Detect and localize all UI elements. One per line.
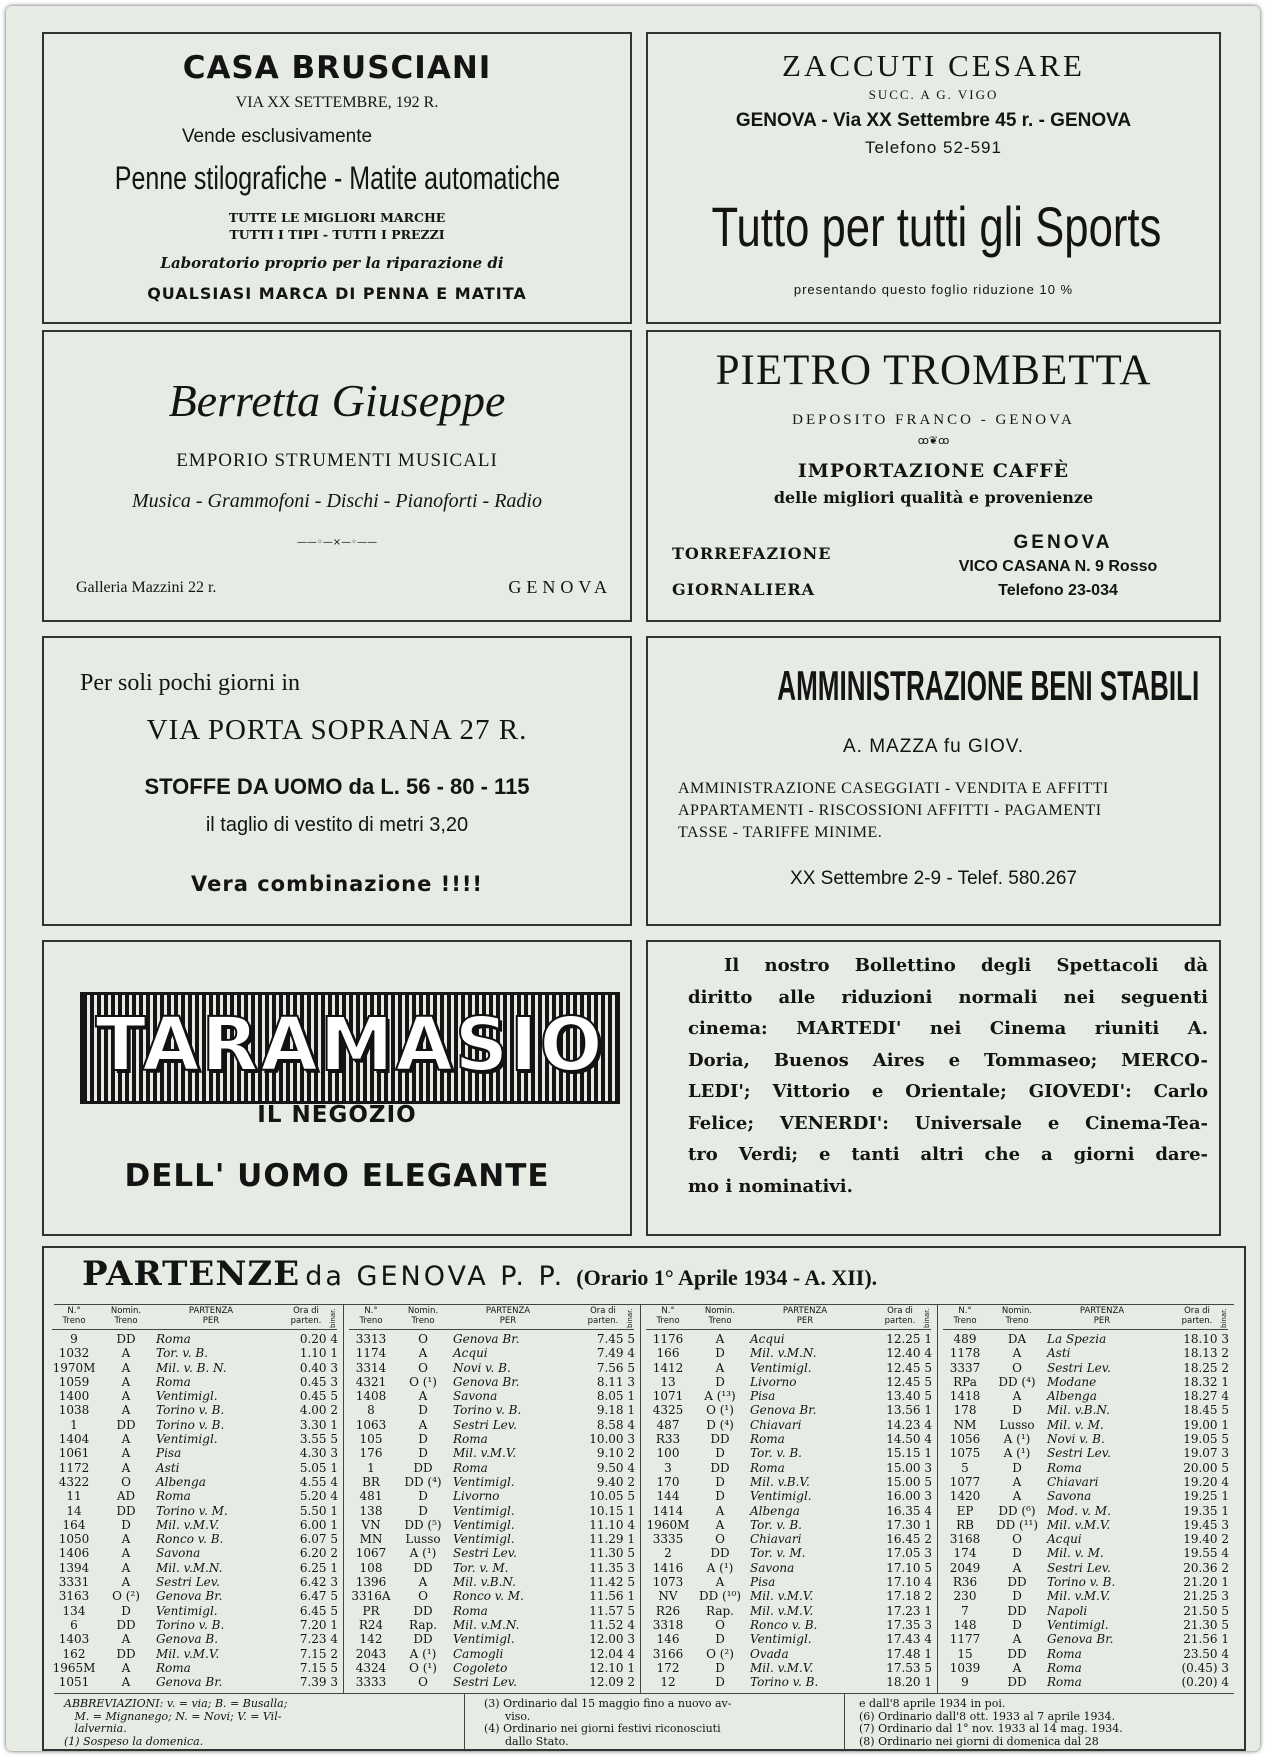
footnote-left: ABBREVIAZIONI: v. = via; B. = Busalla; M. = Mignanego; N. = Novi; V. = Vil- lalvernia. (1) Sospeso la domenica. [64, 1697, 288, 1748]
berretta-ornament: ——◦—×—◦—— [296, 537, 378, 548]
header-partenza: PARTENZA PER [485, 1306, 531, 1326]
bollettino-line: tro Verdi; e tanti altri che a giorni dare- [688, 1144, 1208, 1165]
trombetta-ornament: ꝏ❦ꝏ [917, 434, 950, 447]
timetable-partenze [42, 1246, 1246, 1751]
beni-desc2: APPARTAMENTI - RISCOSSIONI AFFITTI - PAGAMENTI [678, 802, 1102, 819]
header-binar: binar. [626, 1308, 634, 1328]
title-rule [54, 1304, 1234, 1305]
header-binar: binar. [923, 1308, 931, 1328]
header-rule [943, 1329, 1228, 1330]
timetable-col2-ora: 7.45 5 7.49 4 7.56 5 8.11 3 8.05 1 9.18 1 8.58 4 10.00 3 9.10 2 9.50 4 9.40 2 10.05 5 10.15 1 11.10 4 11.29 1 11.30 5 11.35 3 11.42 5 11.56 1 11.57 5 11.52 4 12.00 3 12.04 4 12.10 1 12.09 2 [589, 1332, 635, 1690]
header-rule [349, 1329, 634, 1330]
timetable-title-da: da GENOVA P. P. [305, 1261, 566, 1292]
header-binar: binar. [329, 1308, 337, 1328]
beni-desc3: TASSE - TARIFFE MINIME. [678, 824, 883, 841]
trombetta-name: PIETRO TROMBETTA [715, 347, 1152, 394]
trombetta-phone: Telefono 23-034 [998, 582, 1118, 599]
timetable-col1-ora: 0.20 4 1.10 1 0.40 3 0.45 3 0.45 5 4.00 2 3.30 1 3.55 5 4.30 3 5.05 1 4.55 4 5.20 4 5.50 1 6.00 1 6.07 5 6.20 2 6.25 1 6.42 3 6.47 5 6.45 5 7.20 1 7.23 4 7.15 2 7.15 5 7.39 3 [299, 1332, 338, 1690]
brusciani-line1: Vende esclusivamente [181, 126, 373, 147]
timetable-col4-ora: 18.10 3 18.13 2 18.25 2 18.32 1 18.27 4 18.45 5 19.00 1 19.05 5 19.07 3 20.00 5 19.20 4 19.25 1 19.35 1 19.45 3 19.40 2 19.55 4 20.36 2 21.20 1 21.25 3 21.50 5 21.30 5 21.56 1 23.50 4 (0.45) 3 (0.20) 4 [1181, 1332, 1229, 1690]
timetable-title-big: PARTENZE [82, 1254, 301, 1294]
footnote-middle: (3) Ordinario dal 15 maggio fino a nuovo av- viso. (4) Ordinario nei giorni festivi riconosciuti dallo Stato. [484, 1697, 732, 1748]
header-treno: N.° Treno [656, 1306, 680, 1326]
timetable-col4-per: La Spezia Asti Sestri Lev. Modane Albenga Mil. v.B.N. Mil. v. M. Novi v. B. Sestri Lev. Roma Chiavari Savona Mod. v. M. Mil. v.M.V. Acqui Mil. v. M. Sestri Lev. Torino v. B. Mil. v.M.V. Napoli Ventimigl. Genova Br. Roma Roma Roma [1047, 1332, 1116, 1690]
bollettino-line: Il nostro Bollettino degli Spettacoli dà [724, 955, 1208, 976]
timetable-title [82, 1254, 877, 1294]
header-rule [646, 1329, 931, 1330]
header-partenza: PARTENZA PER [1079, 1306, 1125, 1326]
trombetta-quality: delle migliori qualità e provenienze [773, 488, 1094, 507]
bollettino-text [688, 950, 1208, 1202]
header-nomin: Nomin. Treno [704, 1306, 736, 1326]
header-treno: N.° Treno [359, 1306, 383, 1326]
header-nomin: Nomin. Treno [407, 1306, 439, 1326]
brusciani-line4: TUTTI I TIPI - TUTTI I PREZZI [229, 227, 445, 242]
taramasio-line1: IL NEGOZIO [257, 1102, 417, 1128]
header-ora: Ora di parten. [1181, 1306, 1213, 1326]
berretta-address: Galleria Mazzini 22 r. [76, 579, 217, 596]
trombetta-torre2: GIORNALIERA [672, 580, 816, 599]
zaccuti-name: ZACCUTI CESARE [782, 48, 1085, 83]
taramasio-line2: DELL' UOMO ELEGANTE [124, 1158, 550, 1194]
ad-zaccuti-cesare [646, 32, 1221, 324]
stoffe-line4: il taglio di vestito di metri 3,20 [205, 814, 469, 836]
zaccuti-discount: presentando questo foglio riduzione 10 % [793, 282, 1074, 297]
ad-stoffe-da-uomo [42, 636, 632, 926]
timetable-col4-nom: DA A O DD (⁴) A D Lusso A (¹) A (¹) D A A DD (⁶) DD (¹¹) O D A DD D DD D A DD A DD [995, 1332, 1039, 1690]
trombetta-city: GENOVA [1013, 532, 1113, 553]
timetable-col3-ora: 12.25 1 12.40 4 12.45 5 12.45 5 13.40 5 13.56 1 14.23 4 14.50 4 15.15 1 15.00 3 15.00 5 16.00 3 16.35 4 17.30 1 16.45 2 17.05 3 17.10 5 17.10 4 17.18 2 17.23 1 17.35 3 17.43 4 17.48 1 17.53 5 18.20 1 [886, 1332, 932, 1690]
bollettino-line: mo i nominativi. [688, 1175, 853, 1197]
header-rule [52, 1329, 337, 1330]
brusciani-name: CASA BRUSCIANI [182, 50, 492, 86]
beni-desc1: AMMINISTRAZIONE CASEGGIATI - VENDITA E AFFITTI [678, 780, 1109, 797]
beni-address: XX Settembre 2-9 - Telef. 580.267 [790, 868, 1077, 889]
bollettino-notice [646, 940, 1221, 1236]
column-separator [343, 1305, 344, 1693]
trombetta-torre1: TORREFAZIONE [672, 544, 832, 563]
beni-name: AMMINISTRAZIONE BENI STABILI [777, 662, 1200, 709]
ad-beni-stabili [646, 636, 1221, 926]
timetable-col4-n: 489 1178 3337 RPa 1418 178 NM 1056 1075 5 1077 1420 EP RB 3168 174 2049 R36 230 7 148 1177 15 1039 9 [949, 1332, 981, 1690]
berretta-subtitle: EMPORIO STRUMENTI MUSICALI [176, 450, 498, 471]
brusciani-line3: TUTTE LE MIGLIORI MARCHE [228, 210, 446, 225]
trombetta-import: IMPORTAZIONE CAFFÈ [797, 460, 1070, 482]
trombetta-deposit: DEPOSITO FRANCO - GENOVA [792, 412, 1075, 428]
taramasio-logo [80, 992, 620, 1104]
timetable-col3-nom: A D A D A (¹³) O (¹) D (⁴) DD D DD D D A A O DD A (¹) A DD (¹⁰) Rap. O D O (²) D D [698, 1332, 742, 1690]
header-treno: N.° Treno [953, 1306, 977, 1326]
trombetta-street: VICO CASANA N. 9 Rosso [958, 558, 1158, 575]
berretta-items: Musica - Grammofoni - Dischi - Pianoforti - Radio [132, 490, 542, 512]
footnote-rule [54, 1693, 1234, 1694]
header-partenza: PARTENZA PER [188, 1306, 234, 1326]
header-nomin: Nomin. Treno [1001, 1306, 1033, 1326]
footnote-sep-1 [464, 1694, 465, 1751]
header-ora: Ora di parten. [290, 1306, 322, 1326]
bollettino-line: LEDI'; Vittorio e Orientale; GIOVEDI': Carlo [688, 1081, 1208, 1102]
timetable-col1-n: 9 1032 1970M 1059 1400 1038 1 1404 1061 1172 4322 11 14 164 1050 1406 1394 3331 3163 134 6 1403 162 1965M 1051 [52, 1332, 96, 1690]
timetable-col2-n: 3313 1174 3314 4321 1408 8 1063 105 176 1 BR 481 138 VN MN 1067 108 1396 3316A PR R24 142 2043 4324 3333 [351, 1332, 391, 1690]
ad-pietro-trombetta [646, 330, 1221, 622]
header-ora: Ora di parten. [587, 1306, 619, 1326]
berretta-name: Berretta Giuseppe [168, 375, 506, 426]
stoffe-line5: Vera combinazione !!!! [191, 872, 483, 896]
column-separator [640, 1305, 641, 1693]
stoffe-line1: Per soli pochi giorni in [80, 670, 300, 696]
header-nomin: Nomin. Treno [110, 1306, 142, 1326]
zaccuti-slogan: Tutto per tutti gli Sports [711, 195, 1162, 258]
header-binar: binar. [1220, 1308, 1228, 1328]
header-ora: Ora di parten. [884, 1306, 916, 1326]
footnote-right: e dall'8 aprile 1934 in poi. (6) Ordinario dall'8 ott. 1933 al 7 aprile 1934. (7) Ordinario dal 1° nov. 1933 al 14 mag. 1934. (8) Ordinario nei giorni di domenica dal 28 [859, 1697, 1123, 1748]
ad-taramasio [42, 940, 632, 1236]
timetable-col3-n: 1176 166 1412 13 1071 4325 487 R33 100 3 170 144 1414 1960M 3335 2 1416 1073 NV R26 3318 146 3166 172 12 [646, 1332, 690, 1690]
brusciani-line5: Laboratorio proprio per la riparazione di [160, 254, 504, 272]
bollettino-line: Doria, Buenos Aires e Tommaseo; MERCO- [688, 1049, 1208, 1071]
brusciani-address: VIA XX SETTEMBRE, 192 R. [235, 94, 439, 111]
bollettino-line: Felice; VENERDI': Universale e Cinema-Tea- [688, 1112, 1208, 1134]
stoffe-line2: VIA PORTA SOPRANA 27 R. [146, 714, 528, 746]
bollettino-line: diritto alle riduzioni normali nei seguenti [688, 986, 1208, 1008]
timetable-col3-per: Acqui Mil. v.M.N. Ventimigl. Livorno Pisa Genova Br. Chiavari Roma Tor. v. B. Roma Mil. v.B.V. Ventimigl. Albenga Tor. v. B. Chiavari Tor. v. M. Savona Pisa Mil. v.M.V. Mil. v.M.V. Ronco v. B. Ventimigl. Ovada Mil. v.M.V. Torino v. B. [750, 1332, 819, 1690]
berretta-city: GENOVA [508, 577, 612, 597]
taramasio-logo-text: TARAMASIO [95, 1002, 605, 1088]
brusciani-line2: Penne stilografiche - Matite automatiche [114, 160, 560, 196]
zaccuti-succ: SUCC. A G. VIGO [868, 87, 999, 102]
column-separator [937, 1305, 938, 1693]
bollettino-line: cinema: MARTEDI' nei Cinema riuniti A. [688, 1018, 1208, 1039]
brusciani-line6: QUALSIASI MARCA DI PENNA E MATITA [147, 284, 527, 303]
timetable-title-orario: (Orario 1° Aprile 1934 - A. XII). [576, 1265, 878, 1290]
header-treno: N.° Treno [62, 1306, 86, 1326]
newspaper-page [6, 6, 1260, 1751]
timetable-col2-nom: O A O O (¹) A D A D D DD DD (⁴) D D DD (⁵) Lusso A (¹) DD A O DD Rap. DD A (¹) O (¹) O [404, 1332, 442, 1690]
footnote-sep-2 [844, 1694, 845, 1751]
timetable-col1-nom: DD A A A A A DD A A A O AD DD D A A A A O (²) D DD A DD A A [112, 1332, 140, 1690]
ad-casa-brusciani [42, 32, 632, 324]
header-partenza: PARTENZA PER [782, 1306, 828, 1326]
timetable-col2-per: Genova Br. Acqui Novi v. B. Genova Br. Savona Torino v. B. Sestri Lev. Roma Mil. v.M.V. Roma Ventimigl. Livorno Ventimigl. Ventimigl. Ventimigl. Sestri Lev. Tor. v. M. Mil. v.B.N. Ronco v. M. Roma Mil. v.M.N. Ventimigl. Camogli Cogoleto Sestri Lev. [453, 1332, 524, 1690]
timetable-col1-per: Roma Tor. v. B. Mil. v. B. N. Roma Ventimigl. Torino v. B. Torino v. B. Ventimigl. Pisa Asti Albenga Roma Torino v. M. Mil. v.M.V. Ronco v. B. Savona Mil. v.M.N. Sestri Lev. Genova Br. Ventimigl. Torino v. B. Genova B. Mil. v.M.V. Roma Genova Br. [156, 1332, 228, 1690]
zaccuti-phone: Telefono 52-591 [865, 138, 1002, 157]
ad-berretta-giuseppe [42, 330, 632, 622]
stoffe-line3: STOFFE DA UOMO da L. 56 - 80 - 115 [144, 774, 530, 799]
zaccuti-address: GENOVA - Via XX Settembre 45 r. - GENOVA [735, 110, 1132, 131]
beni-owner: A. MAZZA fu GIOV. [842, 736, 1024, 757]
